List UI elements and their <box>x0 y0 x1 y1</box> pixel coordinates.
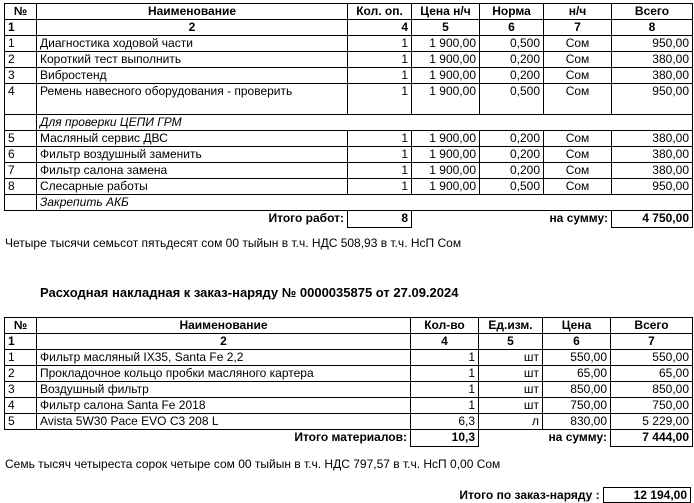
materials-header-total: Всего <box>611 318 693 334</box>
row-name: Вибростенд <box>37 68 348 84</box>
works-colnum: 6 <box>480 20 544 36</box>
row-name: Диагностика ходовой части <box>37 36 348 52</box>
row-norm: 0,200 <box>480 163 544 179</box>
grand-total-value: 12 194,00 <box>603 487 691 503</box>
row-n: 1 <box>5 350 37 366</box>
materials-colnum: 6 <box>543 334 611 350</box>
works-total-label: Итого работ: <box>268 211 344 225</box>
row-total: 380,00 <box>612 131 693 147</box>
row-n: 4 <box>5 84 37 115</box>
table-row <box>5 147 693 163</box>
row-n: 2 <box>5 52 37 68</box>
row-qty: 1 <box>348 68 412 84</box>
materials-header-unit: Ед.изм. <box>479 318 543 334</box>
table-row <box>5 366 693 382</box>
row-price: 850,00 <box>543 382 611 398</box>
table-row <box>5 398 693 414</box>
row-n: 3 <box>5 68 37 84</box>
row-name: Avista 5W30 Pace EVO C3 208 L <box>37 414 411 430</box>
row-unit: Сом <box>544 36 612 52</box>
materials-header-qty: Кол-во <box>411 318 479 334</box>
works-table <box>4 3 693 228</box>
works-header-row <box>5 4 693 20</box>
row-unit: Сом <box>544 179 612 195</box>
row-unit: шт <box>479 398 543 414</box>
row-name: Фильтр воздушный заменить <box>37 147 348 163</box>
row-qty: 1 <box>348 84 412 115</box>
row-n: 7 <box>5 163 37 179</box>
works-sum-label: на сумму: <box>549 211 608 225</box>
row-total: 850,00 <box>611 382 693 398</box>
row-unit: Сом <box>544 52 612 68</box>
row-qty: 1 <box>411 382 479 398</box>
row-name: Слесарные работы <box>37 179 348 195</box>
materials-colnum: 4 <box>411 334 479 350</box>
row-name: Прокладочное кольцо пробки масляного картера <box>37 366 411 382</box>
row-price: 1 900,00 <box>412 36 480 52</box>
table-row <box>5 84 693 115</box>
row-note: Закрепить АКБ <box>37 195 693 211</box>
row-n: 2 <box>5 366 37 382</box>
materials-table <box>4 317 693 447</box>
materials-header-n: № <box>5 318 37 334</box>
grand-total-label: Итого по заказ-наряду : <box>459 488 600 502</box>
note-row <box>5 195 693 211</box>
row-qty: 1 <box>348 36 412 52</box>
row-name: Фильтр салона замена <box>37 163 348 179</box>
row-norm: 0,500 <box>480 84 544 115</box>
row-name: Ремень навесного оборудования - проверить <box>37 84 348 115</box>
row-n: 4 <box>5 398 37 414</box>
table-row <box>5 68 693 84</box>
row-price: 1 900,00 <box>412 179 480 195</box>
row-price: 750,00 <box>543 398 611 414</box>
row-norm: 0,200 <box>480 131 544 147</box>
row-total: 550,00 <box>611 350 693 366</box>
materials-total-label: Итого материалов: <box>294 430 407 444</box>
row-qty: 1 <box>348 147 412 163</box>
works-header-name: Наименование <box>37 4 348 20</box>
materials-sum-in-words: Семь тысяч четыреста сорок четыре сом 00 тыйын в т.ч. НДС 797,57 в т.ч. НсП 0,00 Сом <box>5 457 501 471</box>
row-note: Для проверки ЦЕПИ ГРМ <box>37 115 693 131</box>
works-header-norm: Норма <box>480 4 544 20</box>
works-total-row <box>5 211 693 228</box>
row-unit: Сом <box>544 131 612 147</box>
row-price: 1 900,00 <box>412 52 480 68</box>
row-name: Фильтр масляный IX35, Santa Fe 2,2 <box>37 350 411 366</box>
works-sum-value: 4 750,00 <box>612 211 693 228</box>
row-price: 1 900,00 <box>412 163 480 179</box>
row-qty: 1 <box>348 163 412 179</box>
works-colnum: 5 <box>412 20 480 36</box>
works-header-n: № <box>5 4 37 20</box>
row-n: 1 <box>5 36 37 52</box>
works-colnum: 2 <box>37 20 348 36</box>
row-total: 380,00 <box>612 163 693 179</box>
row-total: 750,00 <box>611 398 693 414</box>
row-n: 8 <box>5 179 37 195</box>
materials-sum-label: на сумму: <box>548 430 607 444</box>
row-total: 5 229,00 <box>611 414 693 430</box>
materials-colnum: 5 <box>479 334 543 350</box>
works-colnum: 8 <box>612 20 693 36</box>
works-header-price: Цена н/ч <box>412 4 480 20</box>
spacer <box>5 211 37 228</box>
table-row <box>5 163 693 179</box>
row-total: 950,00 <box>612 84 693 115</box>
row-total: 380,00 <box>612 52 693 68</box>
row-price: 1 900,00 <box>412 84 480 115</box>
row-unit: Сом <box>544 68 612 84</box>
row-norm: 0,200 <box>480 147 544 163</box>
row-price: 1 900,00 <box>412 131 480 147</box>
works-sum-in-words: Четыре тысячи семьсот пятьдесят сом 00 тыйын в т.ч. НДС 508,93 в т.ч. НсП Сом <box>5 236 462 250</box>
table-row <box>5 179 693 195</box>
table-row <box>5 131 693 147</box>
note-empty-cell <box>5 195 37 211</box>
works-header-unit: н/ч <box>544 4 612 20</box>
row-norm: 0,200 <box>480 52 544 68</box>
row-total: 380,00 <box>612 147 693 163</box>
materials-header-name: Наименование <box>37 318 411 334</box>
spacer <box>412 211 480 228</box>
row-qty: 1 <box>411 350 479 366</box>
row-price: 1 900,00 <box>412 147 480 163</box>
invoice-title: Расходная накладная к заказ-наряду № 0000035875 от 27.09.2024 <box>40 285 459 300</box>
note-empty-cell <box>5 115 37 131</box>
row-qty: 1 <box>348 131 412 147</box>
materials-total-qty: 10,3 <box>411 430 479 447</box>
row-unit: Сом <box>544 147 612 163</box>
row-unit: шт <box>479 350 543 366</box>
materials-colnum: 1 <box>5 334 37 350</box>
spacer <box>5 430 37 447</box>
row-total: 950,00 <box>612 36 693 52</box>
row-qty: 1 <box>348 52 412 68</box>
row-total: 65,00 <box>611 366 693 382</box>
works-colnum: 4 <box>348 20 412 36</box>
works-colnum: 1 <box>5 20 37 36</box>
works-colnum-row <box>5 20 693 36</box>
works-colnum: 7 <box>544 20 612 36</box>
row-name: Воздушный фильтр <box>37 382 411 398</box>
row-unit: шт <box>479 382 543 398</box>
row-price: 830,00 <box>543 414 611 430</box>
row-unit: Сом <box>544 163 612 179</box>
row-norm: 0,200 <box>480 68 544 84</box>
row-unit: шт <box>479 366 543 382</box>
row-price: 65,00 <box>543 366 611 382</box>
row-total: 380,00 <box>612 68 693 84</box>
materials-colnum: 7 <box>611 334 693 350</box>
row-n: 5 <box>5 414 37 430</box>
row-norm: 0,500 <box>480 179 544 195</box>
note-row <box>5 115 693 131</box>
row-name: Фильтр салона Santa Fe 2018 <box>37 398 411 414</box>
row-n: 3 <box>5 382 37 398</box>
row-total: 950,00 <box>612 179 693 195</box>
table-row <box>5 52 693 68</box>
row-price: 1 900,00 <box>412 68 480 84</box>
materials-colnum: 2 <box>37 334 411 350</box>
row-unit: л <box>479 414 543 430</box>
table-row <box>5 414 693 430</box>
row-price: 550,00 <box>543 350 611 366</box>
row-name: Масляный сервис ДВС <box>37 131 348 147</box>
works-total-qty: 8 <box>348 211 412 228</box>
row-qty: 1 <box>411 366 479 382</box>
materials-total-row <box>5 430 693 447</box>
row-qty: 6,3 <box>411 414 479 430</box>
row-norm: 0,500 <box>480 36 544 52</box>
table-row <box>5 350 693 366</box>
materials-sum-value: 7 444,00 <box>611 430 693 447</box>
materials-colnum-row <box>5 334 693 350</box>
works-header-qty: Кол. оп. <box>348 4 412 20</box>
row-n: 6 <box>5 147 37 163</box>
table-row <box>5 382 693 398</box>
row-qty: 1 <box>348 179 412 195</box>
row-unit: Сом <box>544 84 612 115</box>
table-row <box>5 36 693 52</box>
row-n: 5 <box>5 131 37 147</box>
row-name: Короткий тест выполнить <box>37 52 348 68</box>
row-qty: 1 <box>411 398 479 414</box>
materials-header-row <box>5 318 693 334</box>
materials-header-price: Цена <box>543 318 611 334</box>
works-header-total: Всего <box>612 4 693 20</box>
